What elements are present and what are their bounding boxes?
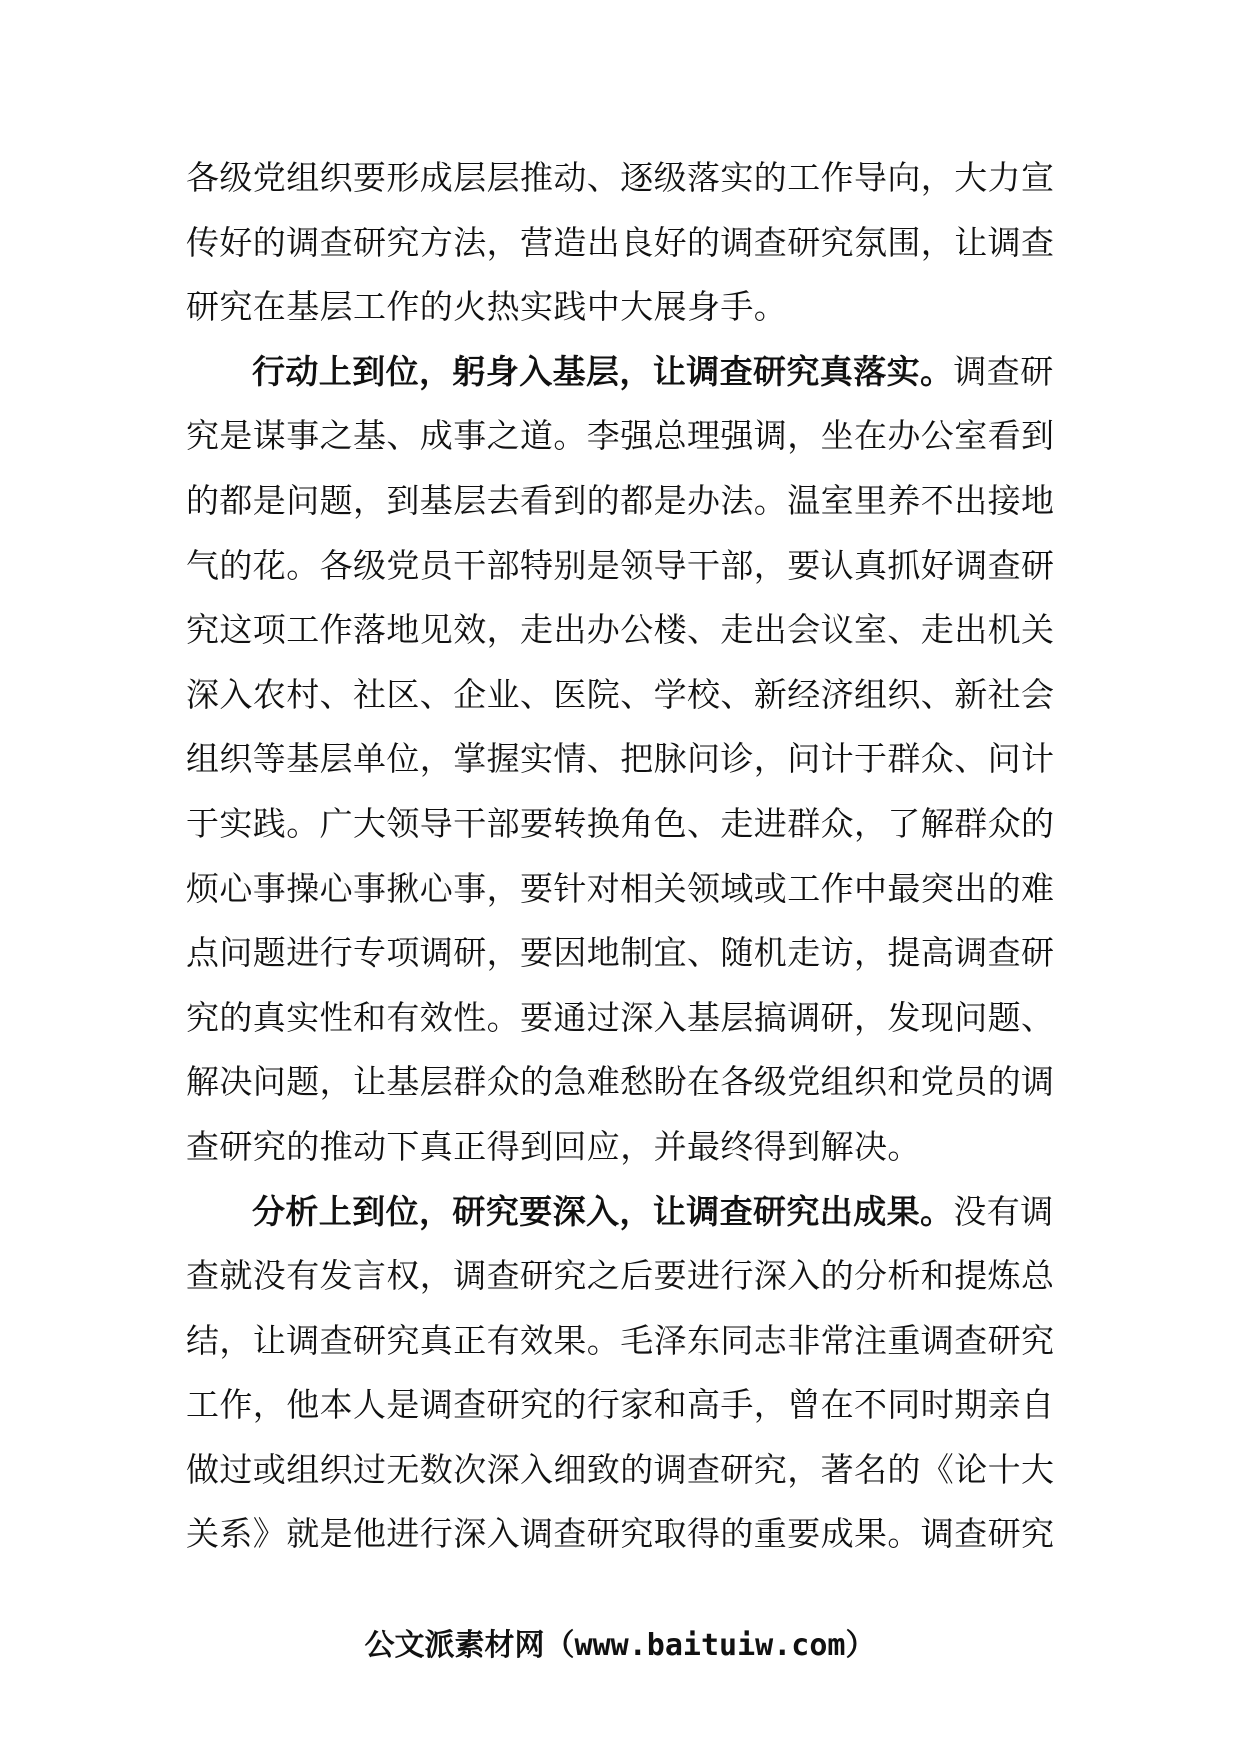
text-line: 组织等基层单位，掌握实情、把脉问诊，问计于群众、问计 [186, 739, 1055, 779]
page-footer [0, 1626, 1240, 1666]
footer-open-paren: （ [544, 1628, 575, 1663]
footer-site-name: 公文派素材网 [364, 1628, 545, 1663]
text-line: 查研究的推动下真正得到回应，并最终得到解决。 [186, 1126, 921, 1166]
text-line: 工作，他本人是调查研究的行家和高手，曾在不同时期亲自 [186, 1385, 1055, 1425]
text-line: 于实践。广大领导干部要转换角色、走进群众，了解群众的 [186, 803, 1055, 843]
paragraph-1 [186, 146, 1062, 340]
text-line [186, 340, 1062, 405]
paragraph-2 [186, 340, 1062, 1180]
footer-url: www.baituiw.com [574, 1628, 846, 1663]
text-line: 烦心事操心事揪心事，要针对相关领域或工作中最突出的难 [186, 868, 1055, 908]
footer-close-paren: ） [845, 1628, 876, 1663]
text-line: 解决问题，让基层群众的急难愁盼在各级党组织和党员的调 [186, 1062, 1055, 1102]
heading-continuation: 调查研 [953, 351, 1054, 391]
text-line: 查就没有发言权，调查研究之后要进行深入的分析和提炼总 [186, 1256, 1055, 1296]
text-line: 究这项工作落地见效，走出办公楼、走出会议室、走出机关 [186, 610, 1055, 650]
text-line: 深入农村、社区、企业、医院、学校、新经济组织、新社会 [186, 674, 1055, 714]
text-line: 究的真实性和有效性。要通过深入基层搞调研，发现问题、 [186, 997, 1055, 1037]
text-line: 关系》就是他进行深入调查研究取得的重要成果。调查研究 [186, 1514, 1055, 1554]
text-line: 各级党组织要形成层层推动、逐级落实的工作导向，大力宣 [186, 158, 1055, 197]
text-line: 传好的调查研究方法，营造出良好的调查研究氛围，让调查 [186, 222, 1055, 262]
text-line: 点问题进行专项调研，要因地制宜、随机走访，提高调查研 [186, 933, 1055, 973]
document-body [186, 146, 1062, 1567]
paragraph-heading: 分析上到位，研究要深入，让调查研究出成果。 [252, 1191, 954, 1231]
heading-continuation: 没有调 [953, 1191, 1054, 1231]
text-line: 气的花。各级党员干部特别是领导干部，要认真抓好调查研 [186, 545, 1055, 585]
text-line: 做过或组织过无数次深入细致的调查研究，著名的《论十大 [186, 1449, 1055, 1489]
text-line: 的都是问题，到基层去看到的都是办法。温室里养不出接地 [186, 480, 1055, 520]
text-line [186, 1180, 1062, 1245]
paragraph-3 [186, 1180, 1062, 1568]
text-line: 研究在基层工作的火热实践中大展身手。 [186, 287, 788, 327]
paragraph-heading: 行动上到位，躬身入基层，让调查研究真落实。 [252, 351, 954, 391]
text-line: 结，让调查研究真正有效果。毛泽东同志非常注重调查研究 [186, 1320, 1055, 1360]
text-line: 究是谋事之基、成事之道。李强总理强调，坐在办公室看到 [186, 416, 1055, 456]
